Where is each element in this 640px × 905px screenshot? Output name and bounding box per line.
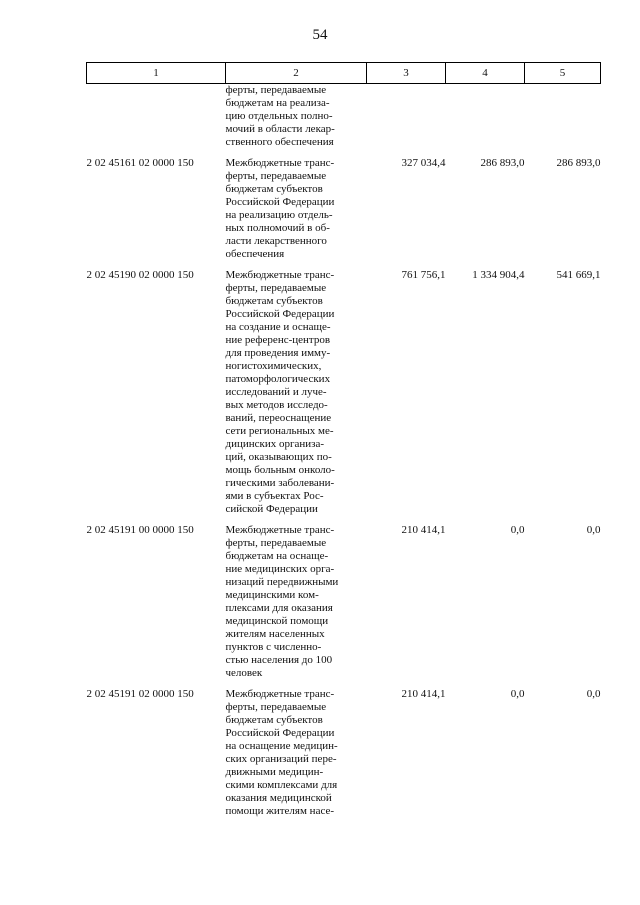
column-header-3: 3	[367, 63, 446, 84]
description-line: ваний, переоснащение	[225, 412, 332, 424]
description-line: на оснащение медицин-	[225, 740, 338, 752]
value-col-5: 541 669,1	[556, 269, 601, 281]
description-line: бюджетам субъектов	[225, 183, 323, 195]
description-line: человек	[225, 667, 263, 679]
description-line: обеспечения	[225, 248, 285, 260]
value-col-3: 210 414,1	[401, 524, 446, 536]
description-line: ферты, передаваемые	[225, 701, 327, 713]
value-col-4: 1 334 904,4	[472, 269, 525, 281]
description-line: Межбюджетные транс-	[225, 688, 335, 700]
description-line: ферты, передаваемые	[225, 537, 327, 549]
description-line: оказания медицинской	[225, 792, 332, 804]
description-line: бюджетам на оснаще-	[225, 550, 329, 562]
description-line: дицинских организа-	[225, 438, 325, 450]
table-row	[87, 688, 601, 818]
description-line: низаций передвижными	[225, 576, 339, 588]
description-line: плексами для оказания	[225, 602, 333, 614]
description-line: ние медицинских орга-	[225, 563, 335, 575]
description-line: ственного обеспечения	[225, 136, 334, 148]
description-line: Межбюджетные транс-	[225, 524, 335, 536]
table-row	[87, 157, 601, 261]
table-header-row	[87, 63, 601, 84]
description-line: на создание и оснаще-	[225, 321, 331, 333]
row-description	[226, 269, 367, 516]
description-line: Российской Федерации	[225, 196, 335, 208]
description-line: медицинской помощи	[225, 615, 329, 627]
column-header-2: 2	[226, 63, 367, 84]
value-col-3: 210 414,1	[401, 688, 446, 700]
description-line: гическими заболевани-	[225, 477, 335, 489]
column-header-1: 1	[87, 63, 226, 84]
description-line: исследований и луче-	[225, 386, 327, 398]
description-line: бюджетам субъектов	[225, 295, 323, 307]
description-line: патоморфологических	[225, 373, 331, 385]
description-line: движными медицин-	[225, 766, 324, 778]
row-description	[226, 524, 367, 680]
value-col-5: 0,0	[586, 524, 601, 536]
description-line: вых методов исследо-	[225, 399, 328, 411]
description-line: ферты, передаваемые	[225, 282, 327, 294]
value-col-3: 327 034,4	[401, 157, 446, 169]
description-line: ных полномочий в об-	[225, 222, 330, 234]
description-line: ногистохимических,	[225, 360, 322, 372]
description-line: пунктов с численно-	[225, 641, 322, 653]
description-line: Российской Федерации	[225, 727, 335, 739]
budget-code: 2 02 45161 02 0000 150	[86, 157, 194, 169]
description-line: бюджетам на реализа-	[225, 97, 330, 109]
table-row	[87, 524, 601, 680]
description-line: мощь больным онколо-	[225, 464, 335, 476]
description-line: медицинскими ком-	[225, 589, 319, 601]
page-number: 54	[312, 27, 328, 43]
value-col-3: 761 756,1	[401, 269, 446, 281]
description-line: сийской Федерации	[225, 503, 318, 515]
description-line: ние референс-центров	[225, 334, 331, 346]
budget-code: 2 02 45190 02 0000 150	[86, 269, 194, 281]
description-line: ями в субъектах Рос-	[225, 490, 324, 502]
description-line: для проведения имму-	[225, 347, 331, 359]
continuation-row	[87, 84, 601, 150]
description-line: цию отдельных полно-	[225, 110, 333, 122]
value-col-4: 0,0	[510, 524, 525, 536]
description-line: ферты, передаваемые	[225, 84, 327, 96]
description-line: ласти лекарственного	[225, 235, 327, 247]
description-line: ферты, передаваемые	[225, 170, 327, 182]
value-col-4: 0,0	[510, 688, 525, 700]
description-line: помощи жителям насе-	[225, 805, 335, 817]
description-line: мочий в области лекар-	[225, 123, 335, 135]
value-col-5: 286 893,0	[556, 157, 601, 169]
description-line: на реализацию отдель-	[225, 209, 333, 221]
description-line: бюджетам субъектов	[225, 714, 323, 726]
description-line: ских организаций пере-	[225, 753, 337, 765]
description-line: Межбюджетные транс-	[225, 269, 335, 281]
continuation-code-cell	[87, 84, 226, 150]
value-col-5: 0,0	[586, 688, 601, 700]
description-line: Межбюджетные транс-	[225, 157, 335, 169]
description-line: скими комплексами для	[225, 779, 338, 791]
description-line: стью населения до 100	[225, 654, 333, 666]
budget-table	[86, 62, 601, 818]
description-line: жителям населенных	[225, 628, 325, 640]
budget-code: 2 02 45191 02 0000 150	[86, 688, 194, 700]
column-header-5: 5	[525, 63, 601, 84]
description-line: ций, оказывающих по-	[225, 451, 332, 463]
budget-code: 2 02 45191 00 0000 150	[86, 524, 194, 536]
row-description	[226, 157, 367, 261]
column-header-4: 4	[446, 63, 525, 84]
table-row	[87, 269, 601, 516]
row-description	[226, 688, 367, 818]
description-line: Российской Федерации	[225, 308, 335, 320]
continuation-description	[226, 84, 367, 150]
value-col-4: 286 893,0	[480, 157, 525, 169]
description-line: сети региональных ме-	[225, 425, 334, 437]
